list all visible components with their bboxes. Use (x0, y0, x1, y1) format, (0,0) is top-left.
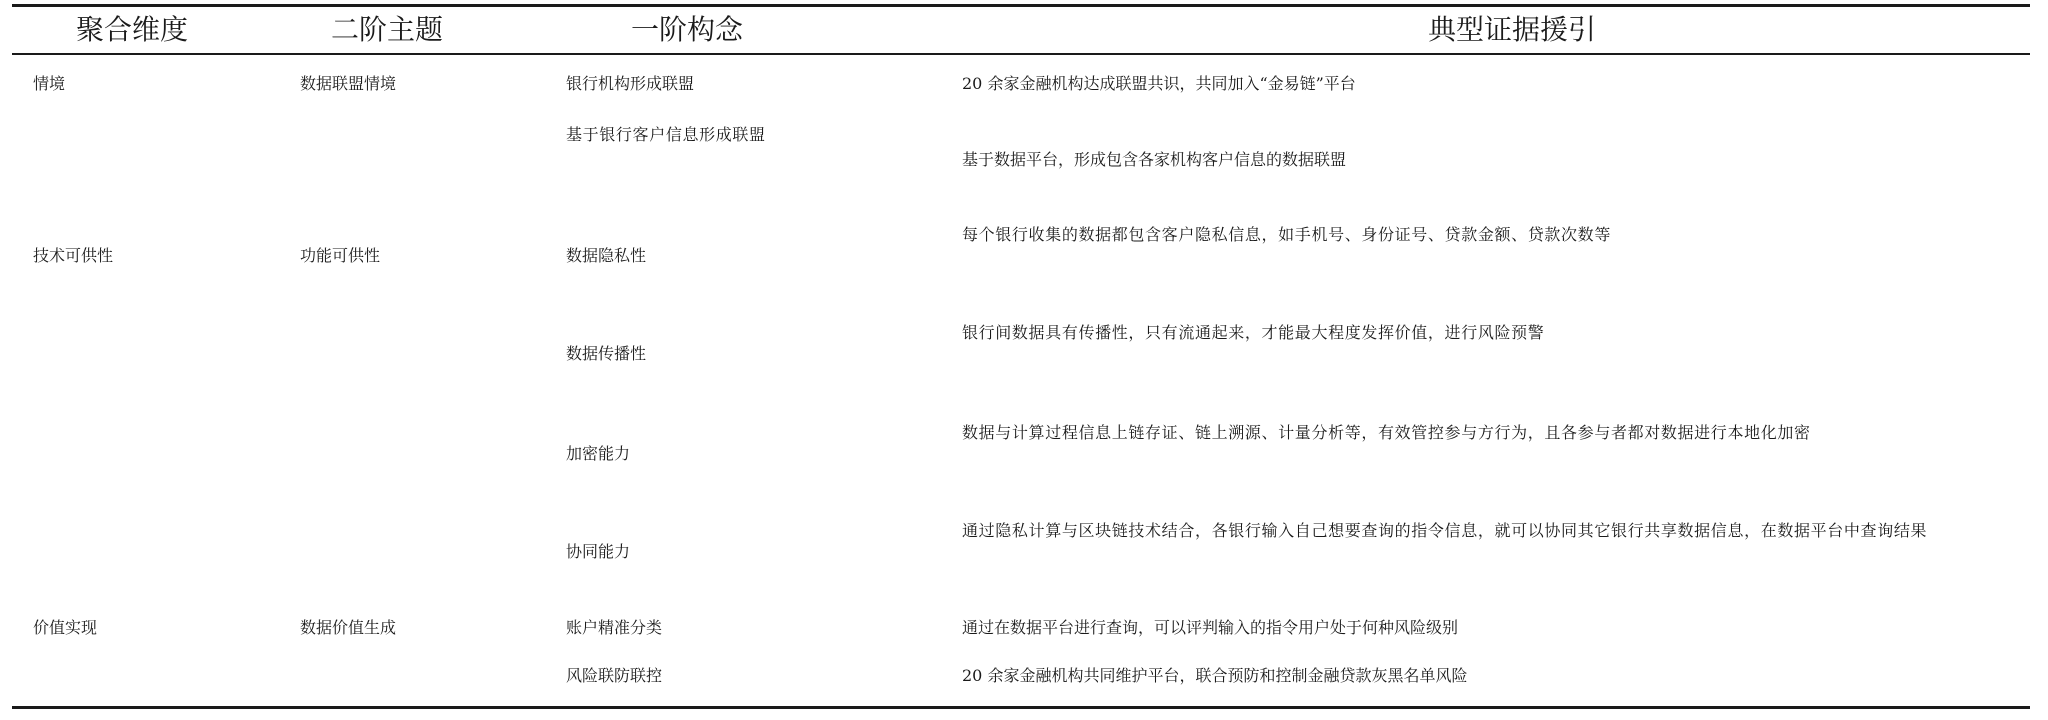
bottom-rule (12, 706, 2030, 709)
cell-evidence-4: 银行间数据具有传播性，只有流通起来，才能最大程度发挥价值，进行风险预警 (962, 323, 1545, 342)
table-header (12, 7, 2030, 53)
cell-construct-risk-control: 风险联防联控 (566, 666, 663, 685)
cell-construct-bank-alliance: 银行机构形成联盟 (566, 74, 695, 93)
cell-dimension-value-realization: 价值实现 (33, 618, 98, 637)
cell-evidence-8: 20 余家金融机构共同维护平台，联合预防和控制金融贷款灰黑名单风险 (962, 666, 1468, 685)
cell-dimension-context: 情境 (33, 74, 66, 93)
cell-evidence-1: 20 余家金融机构达成联盟共识，共同加入“金易链”平台 (962, 74, 1356, 93)
cell-construct-privacy: 数据隐私性 (566, 246, 647, 265)
cell-evidence-5: 数据与计算过程信息上链存证、链上溯源、计量分析等，有效管控参与方行为，且各参与者都对数据进行本地化加密 (962, 423, 1811, 442)
cell-evidence-7: 通过在数据平台进行查询，可以评判输入的指令用户处于何种风险级别 (962, 618, 1459, 637)
header-theme: 二阶主题 (330, 13, 443, 46)
header-dimension: 聚合维度 (75, 13, 188, 46)
cell-construct-encryption: 加密能力 (566, 444, 631, 463)
cell-theme-data-value: 数据价值生成 (300, 618, 397, 637)
cell-construct-account-classification: 账户精准分类 (566, 618, 663, 637)
cell-theme-data-alliance: 数据联盟情境 (300, 74, 397, 93)
header-evidence: 典型证据援引 (1427, 13, 1596, 46)
cell-construct-collaboration: 协同能力 (566, 542, 631, 561)
cell-construct-propagation: 数据传播性 (566, 344, 647, 363)
evidence-table (12, 4, 2030, 55)
header-rule (12, 53, 2030, 55)
cell-evidence-6: 通过隐私计算与区块链技术结合，各银行输入自己想要查询的指令信息，就可以协同其它银行共享数据信息，在数据平台中查询结果 (962, 521, 1928, 540)
cell-construct-customer-info: 基于银行客户信息形成联盟 (566, 125, 766, 144)
cell-dimension-tech-affordance: 技术可供性 (33, 246, 114, 265)
header-construct: 一阶构念 (630, 13, 743, 46)
cell-theme-function-affordance: 功能可供性 (300, 246, 381, 265)
cell-evidence-2: 基于数据平台，形成包含各家机构客户信息的数据联盟 (962, 150, 1347, 169)
cell-evidence-3: 每个银行收集的数据都包含客户隐私信息，如手机号、身份证号、贷款金额、贷款次数等 (962, 225, 1611, 244)
